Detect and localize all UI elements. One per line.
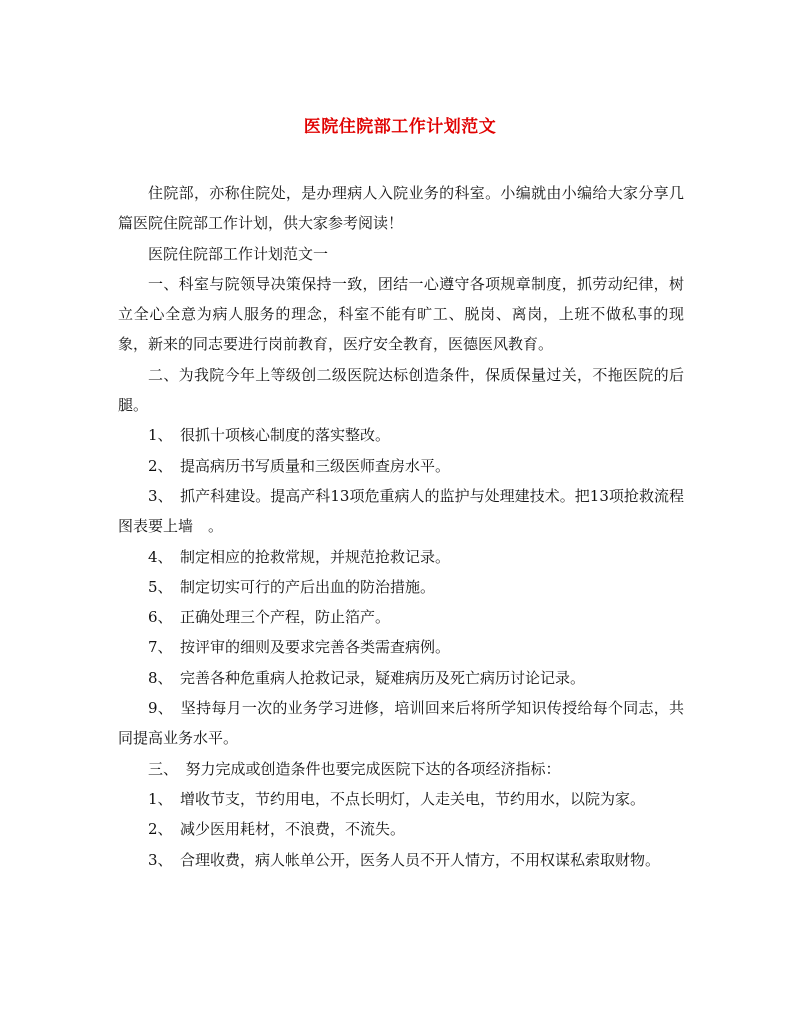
list-item: 9、 坚持每月一次的业务学习进修，培训回来后将所学知识传授给每个同志，共同提高业务水平。 xyxy=(118,699,684,748)
list-item: 2、 提高病历书写质量和三级医师查房水平。 xyxy=(148,456,451,475)
paragraph-item-3: 三、 努力完成或创造条件也要完成医院下达的各项经济指标： xyxy=(148,759,561,778)
document-body xyxy=(118,178,684,875)
list-item: 8、 完善各种危重病人抢救记录，疑难病历及死亡病历讨论记录。 xyxy=(148,668,586,687)
document-title: 医院住院部工作计划范文 xyxy=(303,117,497,137)
list-item: 4、 制定相应的抢救常规，并规范抢救记录。 xyxy=(148,547,451,566)
list-item: 2、 减少医用耗材，不浪费，不流失。 xyxy=(148,820,406,839)
list-item: 5、 制定切实可行的产后出血的防治措施。 xyxy=(148,577,436,596)
section-heading: 医院住院部工作计划范文一 xyxy=(148,244,329,263)
list-item: 6、 正确处理三个产程，防止箔产。 xyxy=(148,608,391,627)
list-item: 1、 增收节支，节约用电，不点长明灯，人走关电，节约用水，以院为家。 xyxy=(148,789,646,808)
list-item: 3、 抓产科建设。提高产科13项危重病人的监护与处理建技术。把13项抢救流程图表要上墙 。 xyxy=(118,486,684,536)
list-item: 7、 按评审的细则及要求完善各类需查病例。 xyxy=(148,638,451,657)
paragraph-item-1: 一、科室与院领导决策保持一致，团结一心遵守各项规章制度，抓劳动纪律，树立全心全意为病人服务的理念，科室不能有旷工、脱岗、离岗，上班不做私事的现象，新来的同志要进行岗前教育，医疗安全教育，医德医风教育。 xyxy=(118,274,684,354)
paragraph-intro: 住院部，亦称住院处，是办理病人入院业务的科室。小编就由小编给大家分享几篇医院住院部工作计划，供大家参考阅读！ xyxy=(118,184,684,233)
paragraph-item-2: 二、为我院今年上等级创二级医院达标创造条件，保质保量过关，不拖医院的后腿。 xyxy=(118,365,684,415)
list-item: 1、 很抓十项核心制度的落实整改。 xyxy=(148,426,391,445)
list-item: 3、 合理收费，病人帐单公开，医务人员不开人情方，不用权谋私索取财物。 xyxy=(148,850,661,869)
